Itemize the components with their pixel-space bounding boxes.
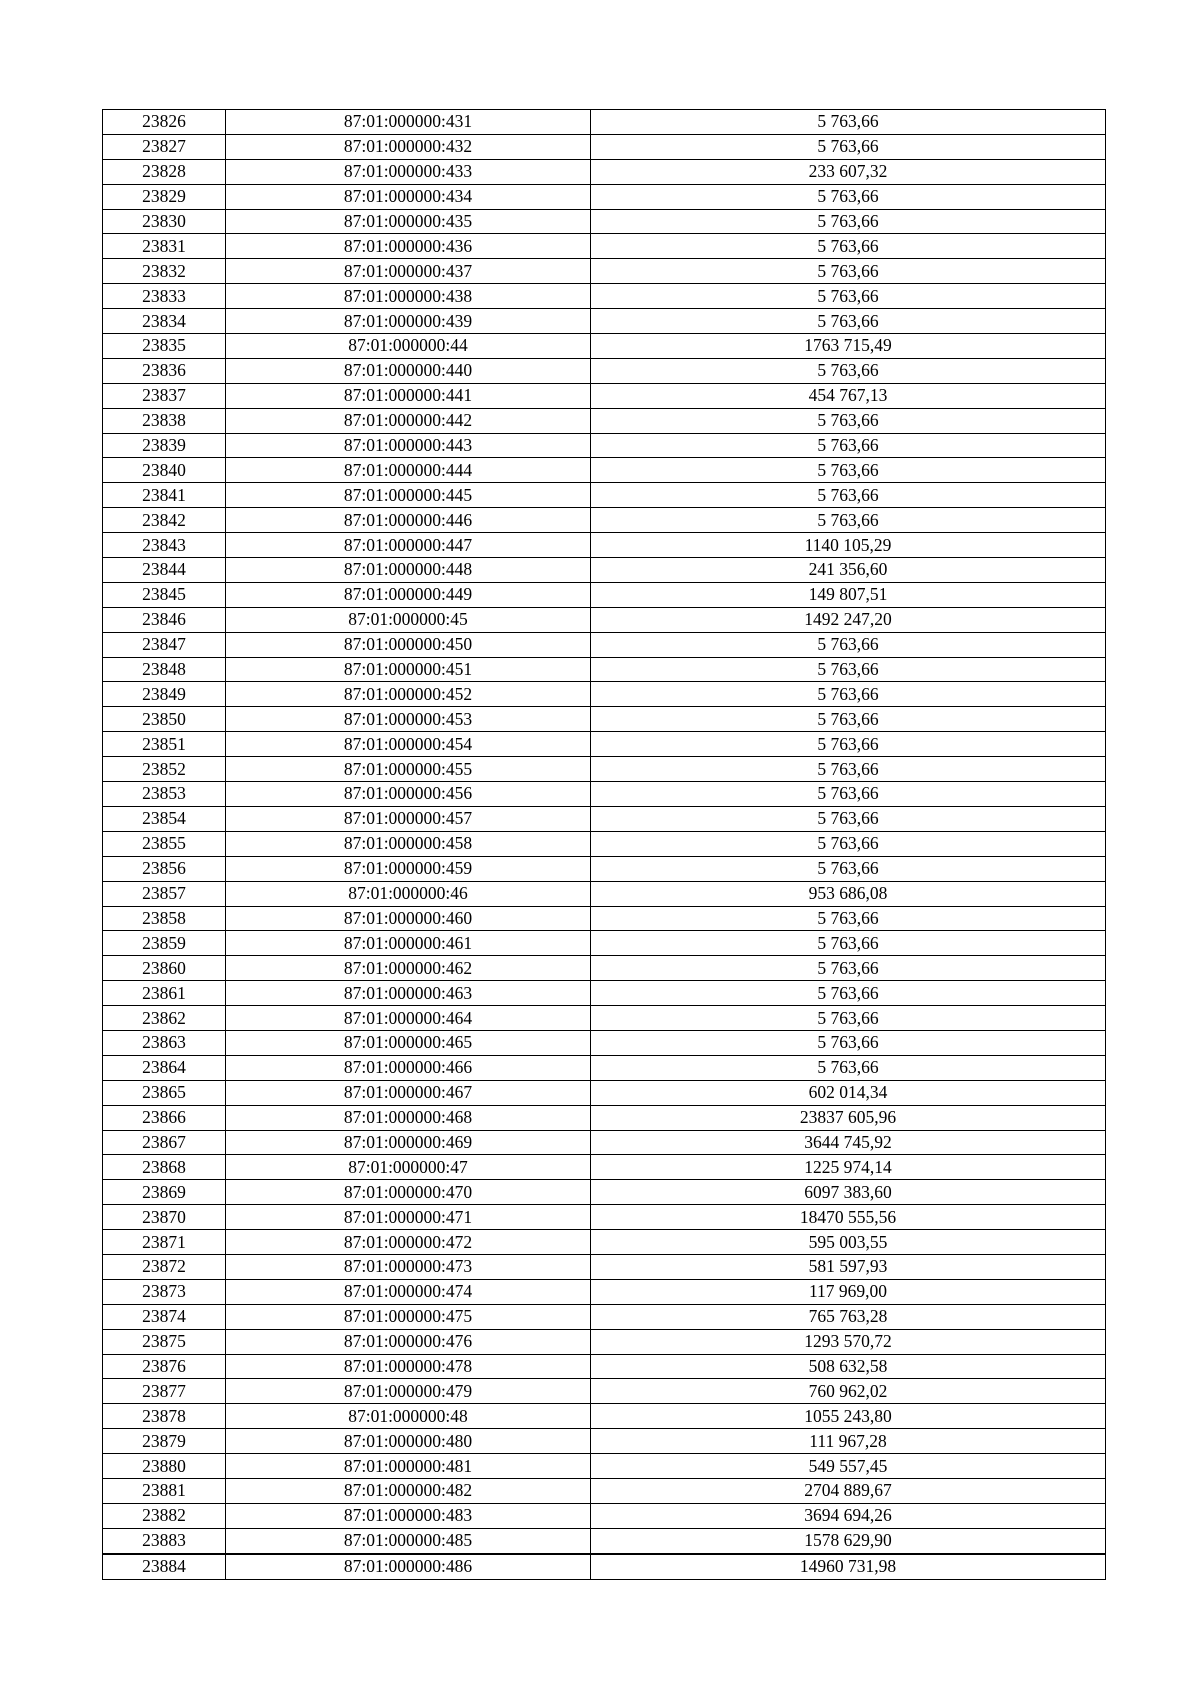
table-row bbox=[103, 881, 1106, 906]
cadastral-value-cell: 760 962,02 bbox=[591, 1379, 1106, 1404]
cadastral-value-cell: 1225 974,14 bbox=[591, 1155, 1106, 1180]
cadastral-number-cell: 87:01:000000:44 bbox=[226, 334, 591, 359]
cadastral-value-cell: 5 763,66 bbox=[591, 259, 1106, 284]
cadastral-number-cell: 87:01:000000:474 bbox=[226, 1279, 591, 1304]
cadastral-number-cell: 87:01:000000:463 bbox=[226, 981, 591, 1006]
table-row bbox=[103, 1454, 1106, 1479]
cadastral-value-cell: 5 763,66 bbox=[591, 458, 1106, 483]
table-row bbox=[103, 1105, 1106, 1130]
cadastral-number-cell: 87:01:000000:465 bbox=[226, 1030, 591, 1055]
table-row bbox=[103, 358, 1106, 383]
cadastral-number-cell: 87:01:000000:461 bbox=[226, 931, 591, 956]
cadastral-number-cell: 87:01:000000:431 bbox=[226, 110, 591, 135]
cadastral-value-cell: 5 763,66 bbox=[591, 732, 1106, 757]
table-row bbox=[103, 234, 1106, 259]
table-row bbox=[103, 782, 1106, 807]
cadastral-value-cell: 5 763,66 bbox=[591, 782, 1106, 807]
cadastral-number-cell: 87:01:000000:458 bbox=[226, 831, 591, 856]
cadastral-number-cell: 87:01:000000:471 bbox=[226, 1205, 591, 1230]
cadastral-number-cell: 87:01:000000:444 bbox=[226, 458, 591, 483]
row-number-cell: 23841 bbox=[103, 483, 226, 508]
table-row bbox=[103, 159, 1106, 184]
cadastral-number-cell: 87:01:000000:450 bbox=[226, 632, 591, 657]
row-number-cell: 23875 bbox=[103, 1329, 226, 1354]
cadastral-value-cell: 5 763,66 bbox=[591, 358, 1106, 383]
table-row bbox=[103, 533, 1106, 558]
row-number-cell: 23882 bbox=[103, 1503, 226, 1528]
table-row bbox=[103, 309, 1106, 334]
cadastral-number-cell: 87:01:000000:483 bbox=[226, 1503, 591, 1528]
row-number-cell: 23847 bbox=[103, 632, 226, 657]
row-number-cell: 23828 bbox=[103, 159, 226, 184]
table-row bbox=[103, 1478, 1106, 1503]
row-number-cell: 23854 bbox=[103, 806, 226, 831]
cadastral-number-cell: 87:01:000000:46 bbox=[226, 881, 591, 906]
table-row bbox=[103, 1155, 1106, 1180]
table-row bbox=[103, 1379, 1106, 1404]
cadastral-number-cell: 87:01:000000:481 bbox=[226, 1454, 591, 1479]
row-number-cell: 23826 bbox=[103, 110, 226, 135]
table-row bbox=[103, 1279, 1106, 1304]
table-row bbox=[103, 632, 1106, 657]
row-number-cell: 23861 bbox=[103, 981, 226, 1006]
row-number-cell: 23849 bbox=[103, 682, 226, 707]
table-row bbox=[103, 856, 1106, 881]
cadastral-number-cell: 87:01:000000:440 bbox=[226, 358, 591, 383]
cadastral-value-cell: 5 763,66 bbox=[591, 408, 1106, 433]
cadastral-number-cell: 87:01:000000:475 bbox=[226, 1304, 591, 1329]
cadastral-number-cell: 87:01:000000:454 bbox=[226, 732, 591, 757]
cadastral-number-cell: 87:01:000000:459 bbox=[226, 856, 591, 881]
cadastral-number-cell: 87:01:000000:442 bbox=[226, 408, 591, 433]
cadastral-number-cell: 87:01:000000:466 bbox=[226, 1055, 591, 1080]
table-row bbox=[103, 1030, 1106, 1055]
row-number-cell: 23842 bbox=[103, 508, 226, 533]
row-number-cell: 23827 bbox=[103, 134, 226, 159]
cadastral-value-cell: 5 763,66 bbox=[591, 831, 1106, 856]
cadastral-value-cell: 6097 383,60 bbox=[591, 1180, 1106, 1205]
cadastral-value-cell: 3644 745,92 bbox=[591, 1130, 1106, 1155]
row-number-cell: 23868 bbox=[103, 1155, 226, 1180]
cadastral-value-cell: 454 767,13 bbox=[591, 383, 1106, 408]
table-row bbox=[103, 906, 1106, 931]
cadastral-value-cell: 233 607,32 bbox=[591, 159, 1106, 184]
row-number-cell: 23858 bbox=[103, 906, 226, 931]
cadastral-number-cell: 87:01:000000:45 bbox=[226, 607, 591, 632]
cadastral-value-cell: 5 763,66 bbox=[591, 1030, 1106, 1055]
cadastral-number-cell: 87:01:000000:437 bbox=[226, 259, 591, 284]
table-row bbox=[103, 184, 1106, 209]
row-number-cell: 23883 bbox=[103, 1528, 226, 1553]
row-number-cell: 23870 bbox=[103, 1205, 226, 1230]
row-number-cell: 23846 bbox=[103, 607, 226, 632]
cadastral-number-cell: 87:01:000000:470 bbox=[226, 1180, 591, 1205]
table-row bbox=[103, 607, 1106, 632]
cadastral-value-cell: 5 763,66 bbox=[591, 1006, 1106, 1031]
row-number-cell: 23873 bbox=[103, 1279, 226, 1304]
row-number-cell: 23830 bbox=[103, 209, 226, 234]
cadastral-value-cell: 149 807,51 bbox=[591, 582, 1106, 607]
cadastral-number-cell: 87:01:000000:478 bbox=[226, 1354, 591, 1379]
cadastral-value-cell: 5 763,66 bbox=[591, 906, 1106, 931]
row-number-cell: 23869 bbox=[103, 1180, 226, 1205]
row-number-cell: 23839 bbox=[103, 433, 226, 458]
cadastral-value-cell: 549 557,45 bbox=[591, 1454, 1106, 1479]
table-row bbox=[103, 1503, 1106, 1528]
row-number-cell: 23881 bbox=[103, 1478, 226, 1503]
cadastral-value-cell: 5 763,66 bbox=[591, 956, 1106, 981]
cadastral-number-cell: 87:01:000000:434 bbox=[226, 184, 591, 209]
cadastral-number-cell: 87:01:000000:464 bbox=[226, 1006, 591, 1031]
row-number-cell: 23834 bbox=[103, 309, 226, 334]
row-number-cell: 23878 bbox=[103, 1404, 226, 1429]
cadastral-value-cell: 5 763,66 bbox=[591, 806, 1106, 831]
cadastral-number-cell: 87:01:000000:479 bbox=[226, 1379, 591, 1404]
table-row bbox=[103, 433, 1106, 458]
table-row bbox=[103, 334, 1106, 359]
cadastral-value-cell: 1492 247,20 bbox=[591, 607, 1106, 632]
table-row bbox=[103, 383, 1106, 408]
row-number-cell: 23845 bbox=[103, 582, 226, 607]
cadastral-value-cell: 5 763,66 bbox=[591, 1055, 1106, 1080]
row-number-cell: 23835 bbox=[103, 334, 226, 359]
cadastral-value-cell: 5 763,66 bbox=[591, 284, 1106, 309]
cadastral-value-cell: 5 763,66 bbox=[591, 110, 1106, 135]
row-number-cell: 23876 bbox=[103, 1354, 226, 1379]
cadastral-value-cell: 5 763,66 bbox=[591, 707, 1106, 732]
table-row bbox=[103, 732, 1106, 757]
cadastral-number-cell: 87:01:000000:448 bbox=[226, 558, 591, 583]
cadastral-value-cell: 595 003,55 bbox=[591, 1230, 1106, 1255]
row-number-cell: 23871 bbox=[103, 1230, 226, 1255]
cadastral-value-cell: 23837 605,96 bbox=[591, 1105, 1106, 1130]
cadastral-number-cell: 87:01:000000:473 bbox=[226, 1254, 591, 1279]
cadastral-value-cell: 1293 570,72 bbox=[591, 1329, 1106, 1354]
row-number-cell: 23855 bbox=[103, 831, 226, 856]
table-row bbox=[103, 1205, 1106, 1230]
row-number-cell: 23848 bbox=[103, 657, 226, 682]
row-number-cell: 23880 bbox=[103, 1454, 226, 1479]
cadastral-value-cell: 5 763,66 bbox=[591, 682, 1106, 707]
table-row bbox=[103, 558, 1106, 583]
cadastral-number-cell: 87:01:000000:486 bbox=[226, 1554, 591, 1579]
cadastral-value-cell: 3694 694,26 bbox=[591, 1503, 1106, 1528]
table-row bbox=[103, 1528, 1106, 1553]
cadastral-number-cell: 87:01:000000:432 bbox=[226, 134, 591, 159]
cadastral-value-cell: 1140 105,29 bbox=[591, 533, 1106, 558]
table-row bbox=[103, 1130, 1106, 1155]
cadastral-value-cell: 14960 731,98 bbox=[591, 1554, 1106, 1579]
row-number-cell: 23872 bbox=[103, 1254, 226, 1279]
cadastral-number-cell: 87:01:000000:47 bbox=[226, 1155, 591, 1180]
cadastral-number-cell: 87:01:000000:462 bbox=[226, 956, 591, 981]
table-row bbox=[103, 682, 1106, 707]
table-row bbox=[103, 831, 1106, 856]
table-row bbox=[103, 981, 1106, 1006]
row-number-cell: 23865 bbox=[103, 1080, 226, 1105]
table-body bbox=[103, 110, 1106, 1580]
table-row bbox=[103, 408, 1106, 433]
table-row bbox=[103, 1329, 1106, 1354]
row-number-cell: 23851 bbox=[103, 732, 226, 757]
row-number-cell: 23833 bbox=[103, 284, 226, 309]
table-row bbox=[103, 1180, 1106, 1205]
row-number-cell: 23862 bbox=[103, 1006, 226, 1031]
cadastral-number-cell: 87:01:000000:453 bbox=[226, 707, 591, 732]
table-row bbox=[103, 1354, 1106, 1379]
cadastral-number-cell: 87:01:000000:457 bbox=[226, 806, 591, 831]
cadastral-value-cell: 241 356,60 bbox=[591, 558, 1106, 583]
cadastral-number-cell: 87:01:000000:436 bbox=[226, 234, 591, 259]
table-row bbox=[103, 259, 1106, 284]
row-number-cell: 23840 bbox=[103, 458, 226, 483]
cadastral-number-cell: 87:01:000000:469 bbox=[226, 1130, 591, 1155]
cadastral-number-cell: 87:01:000000:485 bbox=[226, 1528, 591, 1553]
cadastral-value-cell: 1763 715,49 bbox=[591, 334, 1106, 359]
row-number-cell: 23874 bbox=[103, 1304, 226, 1329]
row-number-cell: 23884 bbox=[103, 1554, 226, 1579]
cadastral-number-cell: 87:01:000000:452 bbox=[226, 682, 591, 707]
table-row bbox=[103, 707, 1106, 732]
cadastral-value-cell: 5 763,66 bbox=[591, 184, 1106, 209]
table-row bbox=[103, 1254, 1106, 1279]
cadastral-value-cell: 5 763,66 bbox=[591, 856, 1106, 881]
table-row bbox=[103, 1080, 1106, 1105]
cadastral-number-cell: 87:01:000000:472 bbox=[226, 1230, 591, 1255]
row-number-cell: 23836 bbox=[103, 358, 226, 383]
cadastral-number-cell: 87:01:000000:480 bbox=[226, 1429, 591, 1454]
row-number-cell: 23877 bbox=[103, 1379, 226, 1404]
row-number-cell: 23832 bbox=[103, 259, 226, 284]
cadastral-value-cell: 5 763,66 bbox=[591, 433, 1106, 458]
cadastral-number-cell: 87:01:000000:451 bbox=[226, 657, 591, 682]
table-row bbox=[103, 209, 1106, 234]
cadastral-value-cell: 5 763,66 bbox=[591, 309, 1106, 334]
table-row bbox=[103, 657, 1106, 682]
table-row bbox=[103, 110, 1106, 135]
cadastral-value-cell: 953 686,08 bbox=[591, 881, 1106, 906]
cadastral-value-cell: 1055 243,80 bbox=[591, 1404, 1106, 1429]
row-number-cell: 23864 bbox=[103, 1055, 226, 1080]
cadastral-value-cell: 5 763,66 bbox=[591, 134, 1106, 159]
table-row bbox=[103, 806, 1106, 831]
row-number-cell: 23867 bbox=[103, 1130, 226, 1155]
cadastral-value-table bbox=[102, 109, 1106, 1580]
cadastral-number-cell: 87:01:000000:433 bbox=[226, 159, 591, 184]
table-row bbox=[103, 931, 1106, 956]
row-number-cell: 23831 bbox=[103, 234, 226, 259]
cadastral-number-cell: 87:01:000000:455 bbox=[226, 757, 591, 782]
table-row bbox=[103, 134, 1106, 159]
cadastral-value-cell: 5 763,66 bbox=[591, 657, 1106, 682]
cadastral-number-cell: 87:01:000000:449 bbox=[226, 582, 591, 607]
table-row bbox=[103, 956, 1106, 981]
cadastral-value-cell: 5 763,66 bbox=[591, 931, 1106, 956]
cadastral-value-cell: 117 969,00 bbox=[591, 1279, 1106, 1304]
cadastral-number-cell: 87:01:000000:438 bbox=[226, 284, 591, 309]
table-row bbox=[103, 1304, 1106, 1329]
row-number-cell: 23843 bbox=[103, 533, 226, 558]
cadastral-value-cell: 1578 629,90 bbox=[591, 1528, 1106, 1553]
table-row bbox=[103, 582, 1106, 607]
cadastral-value-cell: 2704 889,67 bbox=[591, 1478, 1106, 1503]
row-number-cell: 23852 bbox=[103, 757, 226, 782]
row-number-cell: 23859 bbox=[103, 931, 226, 956]
cadastral-value-cell: 508 632,58 bbox=[591, 1354, 1106, 1379]
table-row bbox=[103, 1055, 1106, 1080]
cadastral-value-cell: 602 014,34 bbox=[591, 1080, 1106, 1105]
cadastral-value-cell: 5 763,66 bbox=[591, 757, 1106, 782]
row-number-cell: 23860 bbox=[103, 956, 226, 981]
row-number-cell: 23837 bbox=[103, 383, 226, 408]
cadastral-value-cell: 111 967,28 bbox=[591, 1429, 1106, 1454]
cadastral-number-cell: 87:01:000000:476 bbox=[226, 1329, 591, 1354]
table-row bbox=[103, 757, 1106, 782]
cadastral-value-cell: 581 597,93 bbox=[591, 1254, 1106, 1279]
cadastral-value-cell: 5 763,66 bbox=[591, 209, 1106, 234]
cadastral-number-cell: 87:01:000000:441 bbox=[226, 383, 591, 408]
table-row bbox=[103, 284, 1106, 309]
cadastral-value-cell: 18470 555,56 bbox=[591, 1205, 1106, 1230]
row-number-cell: 23844 bbox=[103, 558, 226, 583]
table-row bbox=[103, 458, 1106, 483]
cadastral-value-cell: 5 763,66 bbox=[591, 508, 1106, 533]
cadastral-number-cell: 87:01:000000:443 bbox=[226, 433, 591, 458]
cadastral-number-cell: 87:01:000000:467 bbox=[226, 1080, 591, 1105]
cadastral-number-cell: 87:01:000000:482 bbox=[226, 1478, 591, 1503]
row-number-cell: 23863 bbox=[103, 1030, 226, 1055]
table-row bbox=[103, 1429, 1106, 1454]
cadastral-number-cell: 87:01:000000:445 bbox=[226, 483, 591, 508]
cadastral-value-cell: 5 763,66 bbox=[591, 234, 1106, 259]
cadastral-value-cell: 5 763,66 bbox=[591, 981, 1106, 1006]
row-number-cell: 23879 bbox=[103, 1429, 226, 1454]
cadastral-number-cell: 87:01:000000:48 bbox=[226, 1404, 591, 1429]
table-row bbox=[103, 1006, 1106, 1031]
row-number-cell: 23829 bbox=[103, 184, 226, 209]
cadastral-number-cell: 87:01:000000:435 bbox=[226, 209, 591, 234]
table-row bbox=[103, 1404, 1106, 1429]
row-number-cell: 23856 bbox=[103, 856, 226, 881]
table-row bbox=[103, 483, 1106, 508]
row-number-cell: 23838 bbox=[103, 408, 226, 433]
cadastral-value-cell: 765 763,28 bbox=[591, 1304, 1106, 1329]
row-number-cell: 23853 bbox=[103, 782, 226, 807]
cadastral-number-cell: 87:01:000000:447 bbox=[226, 533, 591, 558]
row-number-cell: 23857 bbox=[103, 881, 226, 906]
row-number-cell: 23850 bbox=[103, 707, 226, 732]
cadastral-number-cell: 87:01:000000:456 bbox=[226, 782, 591, 807]
cadastral-value-cell: 5 763,66 bbox=[591, 483, 1106, 508]
cadastral-value-cell: 5 763,66 bbox=[591, 632, 1106, 657]
cadastral-number-cell: 87:01:000000:460 bbox=[226, 906, 591, 931]
table-row bbox=[103, 508, 1106, 533]
table-row bbox=[103, 1230, 1106, 1255]
cadastral-number-cell: 87:01:000000:439 bbox=[226, 309, 591, 334]
cadastral-number-cell: 87:01:000000:446 bbox=[226, 508, 591, 533]
row-number-cell: 23866 bbox=[103, 1105, 226, 1130]
table-row bbox=[103, 1554, 1106, 1579]
cadastral-number-cell: 87:01:000000:468 bbox=[226, 1105, 591, 1130]
